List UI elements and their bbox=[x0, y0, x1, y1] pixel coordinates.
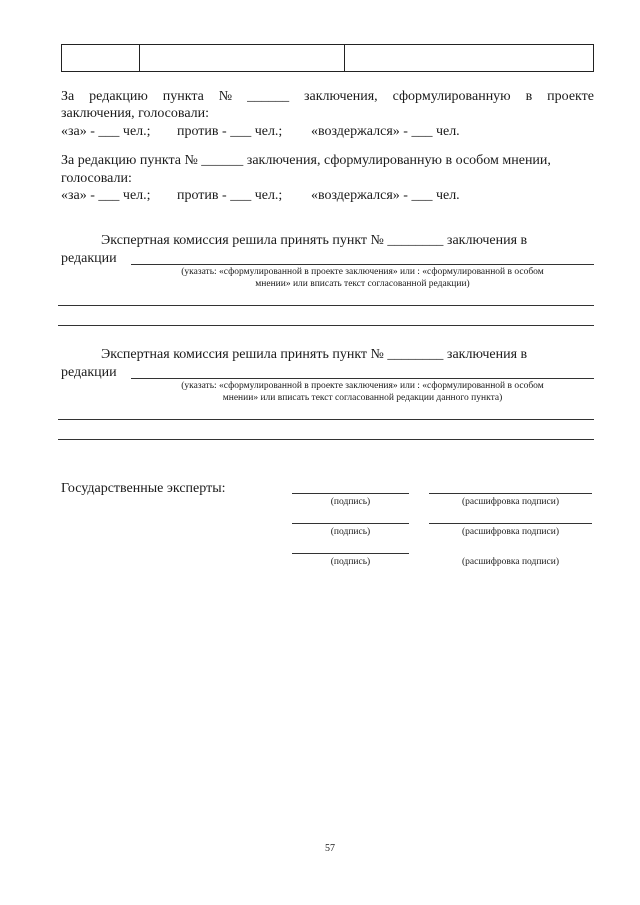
decision2-fill-line bbox=[131, 378, 594, 379]
decode-line bbox=[429, 493, 592, 494]
vote1-word: редакцию bbox=[89, 89, 148, 104]
vote2-for: «за» - ___ чел.; bbox=[61, 188, 151, 203]
signature-caption: (подпись) bbox=[330, 527, 371, 537]
signature-line bbox=[292, 493, 409, 494]
signature-line bbox=[292, 523, 409, 524]
decision1-line2: редакции bbox=[61, 251, 117, 266]
table-column-divider bbox=[344, 45, 345, 71]
signature-caption: (подпись) bbox=[330, 557, 371, 567]
decision2-hint-2: мнении» или вписать текст согласованной редакции данного пункта) bbox=[222, 393, 503, 403]
decision1-extra-line bbox=[58, 305, 594, 306]
decision2-extra-line bbox=[58, 439, 594, 440]
signature-line bbox=[292, 553, 409, 554]
top-table-fragment bbox=[61, 44, 594, 72]
decision1-fill-line bbox=[131, 264, 594, 265]
decode-caption: (расшифровка подписи) bbox=[462, 527, 559, 537]
decision2-line1: Экспертная комиссия решила принять пункт № ________ заключения в bbox=[101, 347, 528, 362]
decision1-line1: Экспертная комиссия решила принять пункт № ________ заключения в bbox=[101, 233, 528, 248]
signature-caption: (подпись) bbox=[330, 497, 371, 507]
decision2-hint-1: (указать: «сформулированной в проекте заключения» или : «сформулированной в особом bbox=[181, 381, 544, 391]
decision2-line2: редакции bbox=[61, 365, 117, 380]
decision2-extra-line bbox=[58, 419, 594, 420]
signatures-title: Государственные эксперты: bbox=[61, 481, 226, 496]
vote1-word: сформулированную bbox=[392, 89, 511, 104]
decode-caption: (расшифровка подписи) bbox=[462, 557, 559, 567]
vote1-word: в bbox=[525, 89, 533, 104]
vote1-word: проекте bbox=[547, 89, 594, 104]
decode-line bbox=[429, 523, 592, 524]
vote1-word: пункта bbox=[162, 89, 204, 104]
vote1-line1 bbox=[61, 88, 594, 105]
decision1-extra-line bbox=[58, 325, 594, 326]
vote1-word: заключения, bbox=[304, 89, 378, 104]
vote2-abstained: «воздержался» - ___ чел. bbox=[311, 188, 460, 203]
decision1-hint-1: (указать: «сформулированной в проекте заключения» или : «сформулированной в особом bbox=[181, 267, 544, 277]
vote2-against: против - ___ чел.; bbox=[177, 188, 283, 203]
vote1-point-blank: ______ bbox=[247, 89, 290, 104]
vote1-word: № bbox=[218, 89, 233, 104]
vote2-line2: голосовали: bbox=[61, 171, 132, 186]
vote2-line1: За редакцию пункта № ______ заключения, сформулированную в особом мнении, bbox=[61, 153, 551, 168]
page-number: 57 bbox=[325, 843, 335, 854]
decode-caption: (расшифровка подписи) bbox=[462, 497, 559, 507]
decision1-hint-2: мнении» или вписать текст согласованной редакции) bbox=[255, 279, 470, 289]
vote1-against: против - ___ чел.; bbox=[177, 124, 283, 139]
vote1-line2: заключения, голосовали: bbox=[61, 106, 210, 121]
vote1-word: За bbox=[61, 89, 75, 104]
vote1-for: «за» - ___ чел.; bbox=[61, 124, 151, 139]
vote1-abstained: «воздержался» - ___ чел. bbox=[311, 124, 460, 139]
table-column-divider bbox=[139, 45, 140, 71]
